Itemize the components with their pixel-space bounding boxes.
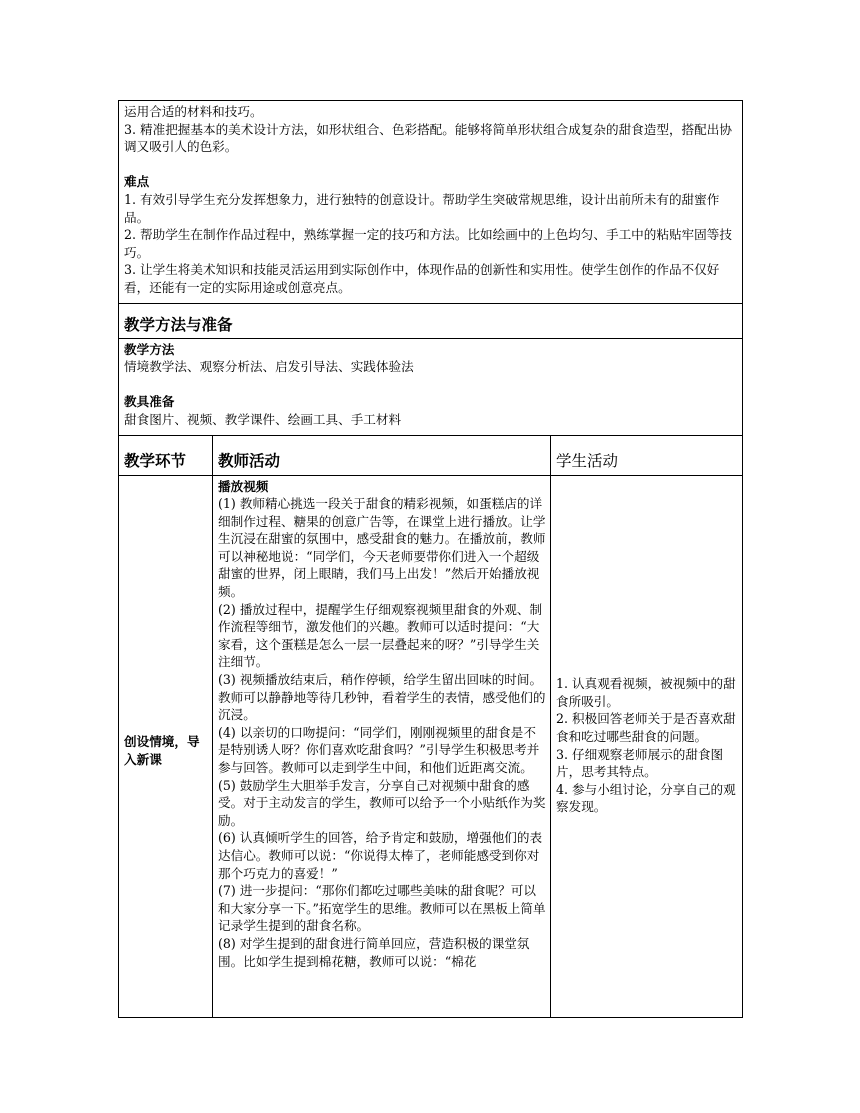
key-point-line: 运用合适的材料和技巧。: [124, 104, 263, 119]
student-item: 2. 积极回答老师关于是否喜欢甜食和吃过哪些甜食的问题。: [556, 711, 736, 744]
difficulty-item: 1. 有效引导学生充分发挥想象力，进行独特的创意设计。帮助学生突破常规思维，设计出前所未有的甜蜜作品。: [124, 191, 720, 225]
tools-text: 甜食图片、视频、教学课件、绘画工具、手工材料: [124, 411, 402, 427]
header-student: 学生活动: [551, 435, 743, 475]
student-activities: [551, 475, 743, 1017]
header-stage: 教学环节: [119, 435, 213, 475]
tools-heading: 教具准备: [124, 394, 175, 410]
difficulty-heading: 难点: [124, 174, 150, 190]
process-body-row: [119, 475, 743, 1017]
difficulty-item: 2. 帮助学生在制作作品过程中，熟练掌握一定的技巧和方法。比如绘画中的上色均匀、手工中的粘贴牢固等技巧。: [124, 227, 732, 260]
teacher-item: (1) 教师精心挑选一段关于甜食的精彩视频，如蛋糕店的详细制作过程、糖果的创意广告等，在课堂上进行播放。让学生沉浸在甜蜜的氛围中，感受甜食的魅力。在播放前，教师可以神秘地说：“同学们，今天老师要带你们进入一个超级甜蜜的世界，闭上眼睛，我们马上出发！”然后开始播放视频。: [218, 496, 546, 600]
key-points-row: [119, 101, 743, 304]
methods-text: 情境教学法、观察分析法、启发引导法、实践体验法: [124, 359, 414, 375]
teacher-activities: [213, 475, 551, 1017]
methods-title-row: [119, 303, 743, 338]
teacher-item: (3) 视频播放结束后，稍作停顿，给学生留出回味的时间。教师可以静静地等待几秒钟，看着学生的表情，感受他们的沉浸。: [218, 672, 546, 723]
student-item: 3. 仔细观察老师展示的甜食图片，思考其特点。: [556, 746, 724, 780]
methods-section-title: 教学方法与准备: [119, 303, 743, 338]
teacher-item: (5) 鼓励学生大胆举手发言，分享自己对视频中甜食的感受。对于主动发言的学生，教师可以给予一个小贴纸作为奖励。: [218, 777, 546, 828]
stage-label: 创设情境，导入新课: [119, 475, 213, 1017]
teacher-item: (6) 认真倾听学生的回答，给予肯定和鼓励，增强他们的表达信心。教师可以说：“你说得太棒了，老师能感受到你对那个巧克力的喜爱！”: [218, 830, 543, 881]
difficulty-item: 3. 让学生将美术知识和技能灵活运用到实际创作中，体现作品的创新性和实用性。使学生创作的作品不仅好看，还能有一定的实际用途或创意亮点。: [124, 262, 720, 295]
lesson-plan-page: [118, 100, 742, 1018]
key-point-line: 3. 精准把握基本的美术设计方法，如形状组合、色彩搭配。能够将简单形状组合成复杂的甜食造型，搭配出协调又吸引人的色彩。: [124, 121, 732, 155]
header-teacher: 教师活动: [213, 435, 551, 475]
teacher-item: (8) 对学生提到的甜食进行简单回应，营造积极的课堂氛围。比如学生提到棉花糖，教师可以说：“棉花: [218, 935, 530, 969]
teacher-item: (4) 以亲切的口吻提问：“同学们，刚刚视频里的甜食是不是特别诱人呀？你们喜欢吃甜食吗？”引导学生积极思考并参与回答。教师可以走到学生中间，和他们近距离交流。: [218, 724, 540, 775]
teacher-item: (7) 进一步提问：“那你们都吃过哪些美味的甜食呢？可以和大家分享一下。”拓宽学生的思维。教师可以在黑板上简单记录学生提到的甜食名称。: [218, 883, 546, 934]
process-header-row: [119, 435, 743, 475]
methods-heading: 教学方法: [124, 341, 175, 357]
student-item: 4. 参与小组讨论，分享自己的观察发现。: [556, 781, 736, 815]
teacher-item: (2) 播放过程中，提醒学生仔细观察视频里甜食的外观、制作流程等细节，激发他们的兴趣。教师可以适时提问：“大家看，这个蛋糕是怎么一层一层叠起来的呀？”引导学生关注细节。: [218, 601, 543, 670]
student-item: 1. 认真观看视频，被视频中的甜食所吸引。: [556, 676, 736, 709]
lesson-plan-table: [118, 100, 743, 1018]
teacher-heading: 播放视频: [218, 478, 269, 494]
methods-row: [119, 338, 743, 435]
